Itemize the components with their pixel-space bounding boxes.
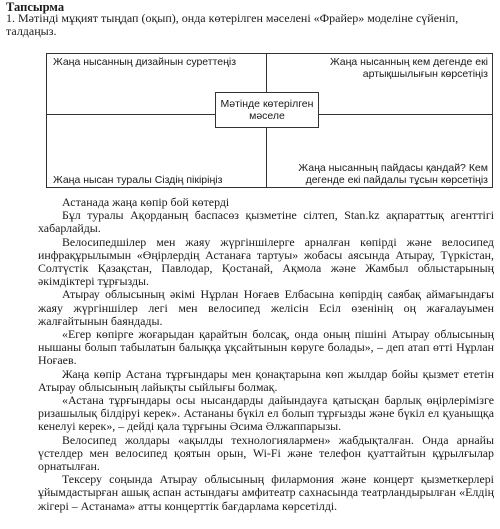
frayer-cell-opinion: Жаңа нысан туралы Сіздің пікіріңіз — [53, 174, 223, 186]
article-paragraph: Жаңа көпір Астана тұрғындары мен қонақтарына көп жылдар бойы қызмет ететін Атырау облысының лайықты сыйлығы болмақ. — [38, 366, 494, 394]
article-paragraph: Тексеру соңында Атырау облысының филармония және концерт қызметкерлері ұйымдастырған ашық аспан астындағы амфитеатр сахнасында театрландырылған «Елдің жігері – Астанама» атты концерттік бағдарлама көрсетілді. — [38, 472, 494, 513]
article-paragraph: Велосипедшілер мен жаяу жүргіншілерге арналған көпірді және велосипед инфрақұрылымын «Өңірлердің Астанаға тартуы» жобасы аясында Атырау, Түркістан, Солтүстік Қазақстан, Павлодар, Қостанай, Ақмола және Жамбыл облыстарының әкімдіктері тұрғызды. — [38, 234, 494, 289]
article-heading: Астанада жаңа көпір бой көтерді — [62, 195, 230, 209]
article — [38, 196, 494, 513]
task-instruction: 1. Мәтінді мұқият тыңдап (оқып), онда көтерілген мәселені «Фрайер» моделіне сүйеніп, талдаңыз. — [6, 11, 459, 38]
article-paragraph: Велосипед жолдары «ақылды технологиялармен» жабдықталған. Онда арнайы үстелдер мен велосипед қоятын орын, Wi-Fi және телефон қуаттайтын құрылғылар орнатылған. — [38, 432, 494, 474]
task-title: Тапсырма — [6, 0, 65, 14]
article-paragraph: Бұл туралы Ақорданың баспасөз қызметіне сілтеп, Stan.kz ақпараттық агенттігі хабарлайды. — [38, 208, 494, 236]
frayer-model-diagram — [46, 53, 493, 188]
frayer-cell-design: Жаңа нысанның дизайнын суреттеңіз — [53, 56, 237, 68]
frayer-cell-benefits: Жаңа нысанның пайдасы қандай? Кем дегенде екі пайдалы тұсын көрсетіңіз — [298, 162, 488, 186]
frayer-cell-advantages: Жаңа нысанның кем дегенде екі артықшылығын көрсетіңіз — [329, 56, 488, 80]
article-paragraph: Атырау облысының әкімі Нұрлан Ноғаев Елбасына көпірдің саябақ аймағындағы жаяу жүргіншілер легі мен велосипед желісін Есіл өзенінің оң жағалауымен жалғайтынын баяндады. — [38, 287, 494, 328]
article-paragraph: «Егер көпірге жоғарыдан қарайтын болсақ, онда оның пішіні Атырау облысының нышаны болып табылатын балыққа ұқсайтынын көруге болады», – деп атап өтті Нұрлан Ноғаев. — [38, 327, 494, 368]
article-paragraph: «Астана тұрғындары осы нысандарды дайындауға қатысқан барлық өңірлерімізге ризашылық білдіруі керек». Астананы бүкіл ел болып тұрғызды және бүкіл ел қуаныщқа кенелуі керек», – дейді қала тұрғыны Әсима Әлжаппарызы. — [38, 393, 494, 434]
frayer-center-problem: Мәтінде көтерілген мәселе — [215, 92, 319, 128]
